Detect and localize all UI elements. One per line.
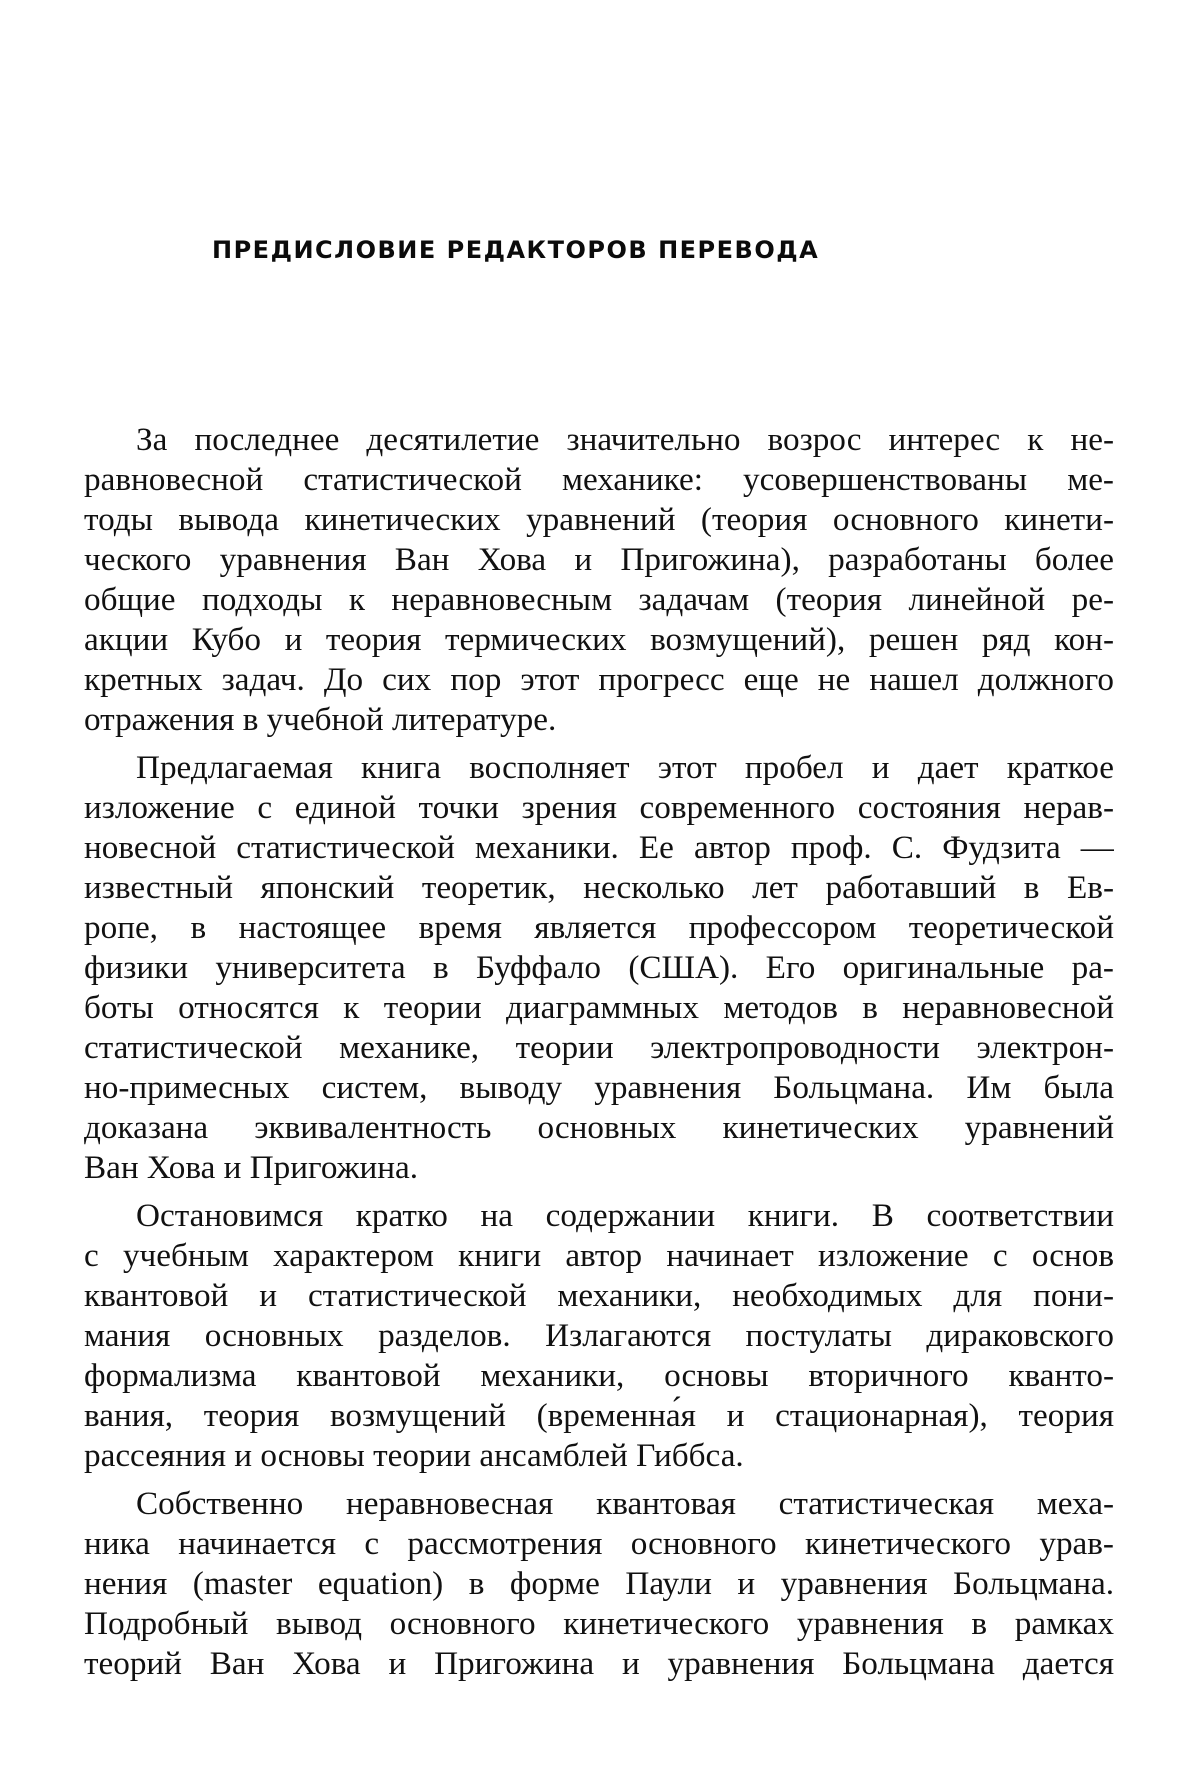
text-line: ческого уравнения Ван Хова и Пригожина), разработаны более xyxy=(84,541,1114,578)
text-line: нения (master equation) в форме Паули и уравнения Больцмана. xyxy=(84,1565,1114,1602)
text-line: новесной статистической механики. Ее автор проф. С. Фудзита — xyxy=(84,829,1114,866)
text-line: кретных задач. До сих пор этот прогресс еще не нашел должного xyxy=(84,661,1114,698)
paragraph-1 xyxy=(84,420,1114,740)
text-line: отражения в учебной литературе. xyxy=(84,701,557,738)
text-line: формализма квантовой механики, основы вторичного кванто- xyxy=(84,1357,1114,1394)
text-line: рассеяния и основы теории ансамблей Гиббса. xyxy=(84,1437,744,1474)
text-line: квантовой и статистической механики, необходимых для пони- xyxy=(84,1277,1114,1314)
paragraph-3 xyxy=(84,1196,1114,1476)
text-line: доказана эквивалентность основных кинетических уравнений xyxy=(84,1109,1114,1146)
text-line: известный японский теоретик, несколько лет работавший в Ев- xyxy=(84,869,1114,906)
text-line: Предлагаемая книга восполняет этот пробел и дает краткое xyxy=(136,749,1114,786)
body-text xyxy=(84,420,1114,1692)
text-line: акции Кубо и теория термических возмущений), решен ряд кон- xyxy=(84,621,1114,658)
text-line: вания, теория возмущений (временна́я и стационарная), теория xyxy=(84,1397,1114,1434)
text-line: боты относятся к теории диаграммных методов в неравновесной xyxy=(84,989,1114,1026)
text-line: статистической механике, теории электропроводности электрон- xyxy=(84,1029,1114,1066)
paragraph-2 xyxy=(84,748,1114,1188)
text-line: Собственно неравновесная квантовая статистическая меха- xyxy=(136,1485,1114,1522)
text-line: физики университета в Буффало (США). Его оригинальные ра- xyxy=(84,949,1114,986)
text-line: ропе, в настоящее время является профессором теоретической xyxy=(84,909,1114,946)
text-line: мания основных разделов. Излагаются постулаты дираковского xyxy=(84,1317,1114,1354)
text-line: Ван Хова и Пригожина. xyxy=(84,1149,419,1186)
text-line: За последнее десятилетие значительно возрос интерес к не- xyxy=(136,421,1114,458)
text-line: Остановимся кратко на содержании книги. В соответствии xyxy=(136,1197,1114,1234)
text-line: равновесной статистической механике: усовершенствованы ме- xyxy=(84,461,1114,498)
text-line: с учебным характером книги автор начинает изложение с основ xyxy=(84,1237,1114,1274)
paragraph-4 xyxy=(84,1484,1114,1684)
text-line: изложение с единой точки зрения современного состояния нерав- xyxy=(84,789,1114,826)
text-line: общие подходы к неравновесным задачам (теория линейной ре- xyxy=(84,581,1114,618)
text-line: Подробный вывод основного кинетического уравнения в рамках xyxy=(84,1605,1114,1642)
text-line: ника начинается с рассмотрения основного кинетического урав- xyxy=(84,1525,1114,1562)
section-title: ПРЕДИСЛОВИЕ РЕДАКТОРОВ ПЕРЕВОДА xyxy=(212,236,820,264)
text-line: теорий Ван Хова и Пригожина и уравнения Больцмана дается xyxy=(84,1645,1114,1682)
text-line: но-примесных систем, выводу уравнения Больцмана. Им была xyxy=(84,1069,1114,1106)
text-line: тоды вывода кинетических уравнений (теория основного кинети- xyxy=(84,501,1114,538)
